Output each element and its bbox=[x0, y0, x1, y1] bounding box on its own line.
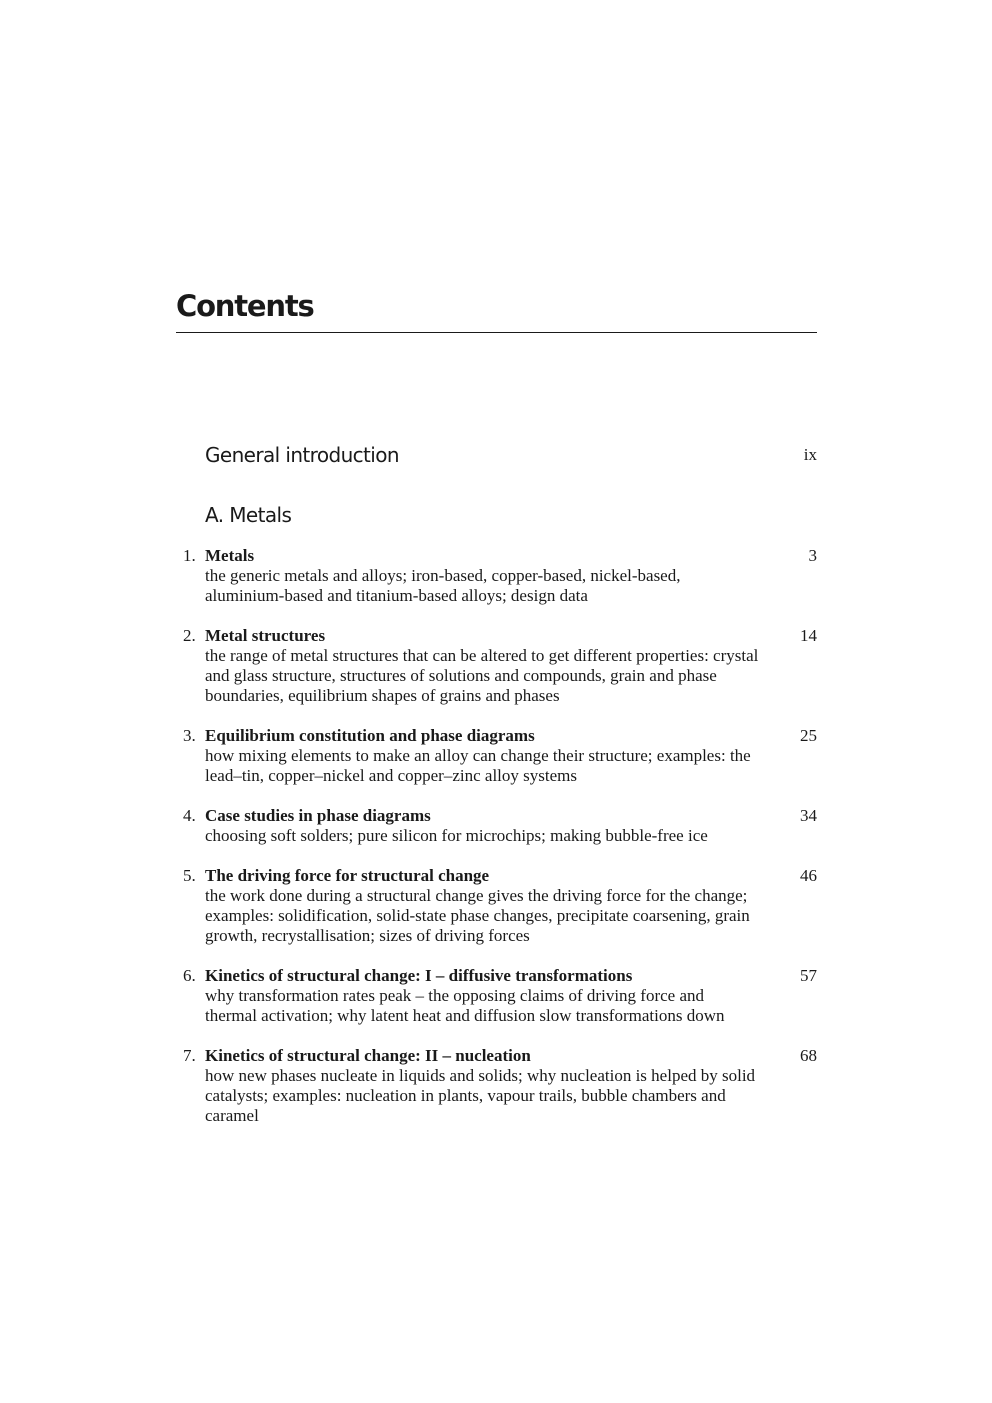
entry-number: 7. bbox=[183, 1046, 196, 1065]
entry-number: 1. bbox=[183, 546, 196, 565]
toc-entry-5 bbox=[176, 866, 817, 946]
entry-page-number: 68 bbox=[800, 1046, 817, 1065]
entry-number: 3. bbox=[183, 726, 196, 745]
entry-page-number: 14 bbox=[800, 626, 817, 645]
entry-page-number: 46 bbox=[800, 866, 817, 885]
entry-title: The driving force for structural change bbox=[205, 866, 490, 885]
entry-title: Kinetics of structural change: II – nucleation bbox=[205, 1046, 531, 1065]
toc-entry-7 bbox=[176, 1046, 817, 1126]
entry-description: how new phases nucleate in liquids and solids; why nucleation is helped by solid catalysts; examples: nucleation in plants, vapour trails, bubble chambers and caramel bbox=[205, 1066, 756, 1125]
entry-description: why transformation rates peak – the opposing claims of driving force and thermal activation; why latent heat and diffusion slow transformations down bbox=[205, 986, 725, 1025]
entry-description: the work done during a structural change gives the driving force for the change; examples: solidification, solid-state phase changes, precipitate coarsening, grain growth, recrystallisation; sizes of driving forces bbox=[205, 886, 750, 945]
entry-number: 2. bbox=[183, 626, 196, 645]
heading-page-number: ix bbox=[803, 445, 817, 464]
entry-number: 4. bbox=[183, 806, 196, 825]
entry-title: Metals bbox=[205, 546, 255, 565]
toc-entry-3 bbox=[176, 726, 817, 786]
entry-description: how mixing elements to make an alloy can change their structure; examples: the lead–tin, copper–nickel and copper–zinc alloy systems bbox=[205, 746, 751, 785]
title-rule bbox=[176, 332, 817, 333]
toc-entry-2 bbox=[176, 626, 817, 706]
heading-part-a-metals bbox=[205, 501, 817, 531]
entry-title: Metal structures bbox=[205, 626, 326, 645]
toc-entry-1 bbox=[176, 546, 817, 606]
entry-page-number: 25 bbox=[800, 726, 817, 745]
heading-text: A. Metals bbox=[205, 503, 292, 527]
entry-title: Kinetics of structural change: I – diffusive transformations bbox=[205, 966, 633, 985]
entry-title: Case studies in phase diagrams bbox=[205, 806, 431, 825]
entry-page-number: 34 bbox=[800, 806, 817, 825]
entry-page-number: 3 bbox=[808, 546, 817, 565]
entry-number: 5. bbox=[183, 866, 196, 885]
heading-text: General introduction bbox=[205, 443, 399, 467]
entry-page-number: 57 bbox=[800, 966, 817, 985]
toc-entry-4 bbox=[176, 806, 817, 846]
entry-description: choosing soft solders; pure silicon for microchips; making bubble-free ice bbox=[205, 826, 708, 845]
page-title: Contents bbox=[176, 289, 314, 323]
heading-general-introduction bbox=[205, 441, 817, 471]
entry-number: 6. bbox=[183, 966, 196, 985]
entry-description: the generic metals and alloys; iron-based, copper-based, nickel-based, aluminium-based and titanium-based alloys; design data bbox=[205, 566, 681, 605]
entry-title: Equilibrium constitution and phase diagrams bbox=[205, 726, 535, 745]
toc-entry-6 bbox=[176, 966, 817, 1026]
toc-list bbox=[176, 546, 817, 1146]
entry-description: the range of metal structures that can be altered to get different properties: crystal and glass structure, structures of solutions and compounds, grain and phase boundaries, equilibrium shapes of grains and phases bbox=[205, 646, 759, 705]
